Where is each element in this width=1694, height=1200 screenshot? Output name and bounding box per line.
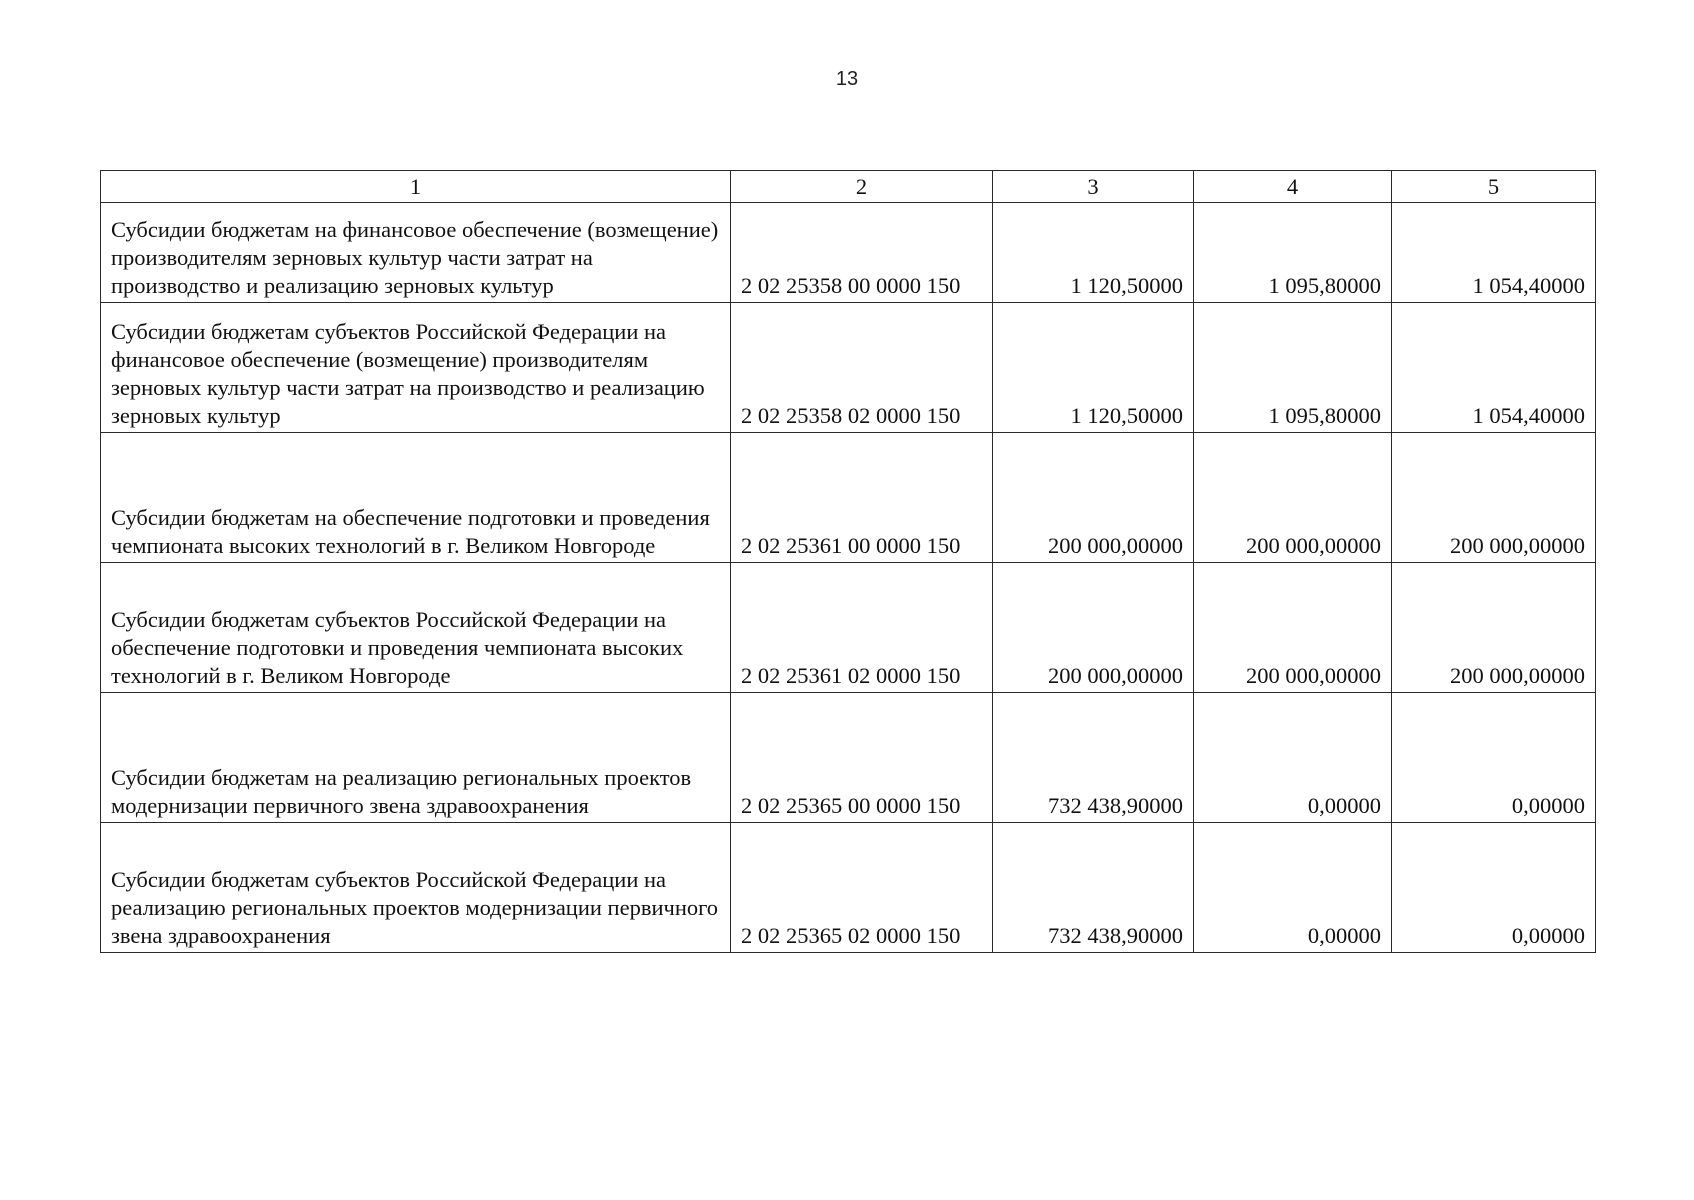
row-budget-code: 2 02 25358 00 0000 150 xyxy=(731,203,993,303)
row-value-col5: 0,00000 xyxy=(1392,693,1596,823)
row-value-col4: 1 095,80000 xyxy=(1194,203,1392,303)
table-row xyxy=(101,433,1596,563)
row-value-col5: 200 000,00000 xyxy=(1392,563,1596,693)
row-description: Субсидии бюджетам субъектов Российской Федерации на финансовое обеспечение (возмещение) производителям зерновых культур части затрат на производство и реализацию зерновых культур xyxy=(101,303,731,433)
column-number-4: 4 xyxy=(1194,171,1392,203)
column-number-1: 1 xyxy=(101,171,731,203)
row-value-col5: 0,00000 xyxy=(1392,823,1596,953)
row-budget-code: 2 02 25361 02 0000 150 xyxy=(731,563,993,693)
table-row xyxy=(101,693,1596,823)
row-description: Субсидии бюджетам субъектов Российской Федерации на реализацию региональных проектов модернизации первичного звена здравоохранения xyxy=(101,823,731,953)
table-header-row xyxy=(101,171,1596,203)
column-number-3: 3 xyxy=(993,171,1194,203)
row-value-col3: 200 000,00000 xyxy=(993,563,1194,693)
table-row xyxy=(101,303,1596,433)
column-number-5: 5 xyxy=(1392,171,1596,203)
row-description: Субсидии бюджетам субъектов Российской Федерации на обеспечение подготовки и проведения чемпионата высоких технологий в г. Великом Новгороде xyxy=(101,563,731,693)
row-description: Субсидии бюджетам на финансовое обеспечение (возмещение) производителям зерновых культур части затрат на производство и реализацию зерновых культур xyxy=(101,203,731,303)
row-value-col5: 1 054,40000 xyxy=(1392,203,1596,303)
table-row xyxy=(101,823,1596,953)
row-value-col4: 1 095,80000 xyxy=(1194,303,1392,433)
row-value-col5: 1 054,40000 xyxy=(1392,303,1596,433)
row-value-col4: 200 000,00000 xyxy=(1194,563,1392,693)
page-number: 13 xyxy=(835,68,859,90)
row-description: Субсидии бюджетам на реализацию региональных проектов модернизации первичного звена здравоохранения xyxy=(101,693,731,823)
row-description: Субсидии бюджетам на обеспечение подготовки и проведения чемпионата высоких технологий в г. Великом Новгороде xyxy=(101,433,731,563)
table-row xyxy=(101,203,1596,303)
row-budget-code: 2 02 25365 02 0000 150 xyxy=(731,823,993,953)
column-number-2: 2 xyxy=(731,171,993,203)
row-value-col4: 0,00000 xyxy=(1194,823,1392,953)
row-value-col3: 200 000,00000 xyxy=(993,433,1194,563)
row-value-col3: 732 438,90000 xyxy=(993,693,1194,823)
row-budget-code: 2 02 25361 00 0000 150 xyxy=(731,433,993,563)
row-budget-code: 2 02 25365 00 0000 150 xyxy=(731,693,993,823)
row-value-col5: 200 000,00000 xyxy=(1392,433,1596,563)
row-value-col4: 0,00000 xyxy=(1194,693,1392,823)
row-value-col4: 200 000,00000 xyxy=(1194,433,1392,563)
budget-revenue-table xyxy=(100,170,1596,953)
row-value-col3: 732 438,90000 xyxy=(993,823,1194,953)
row-value-col3: 1 120,50000 xyxy=(993,303,1194,433)
row-value-col3: 1 120,50000 xyxy=(993,203,1194,303)
table-row xyxy=(101,563,1596,693)
row-budget-code: 2 02 25358 02 0000 150 xyxy=(731,303,993,433)
